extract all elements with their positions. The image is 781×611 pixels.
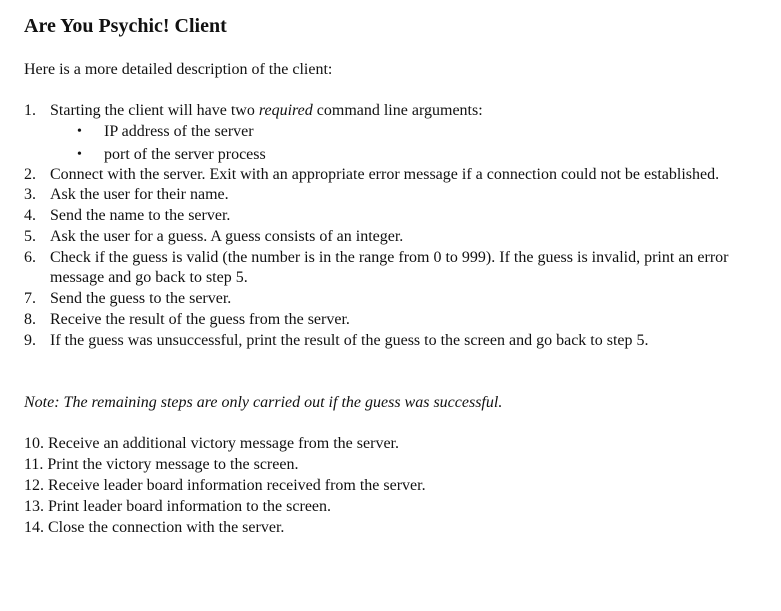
intro-text: Here is a more detailed description of the client: [24,61,333,78]
bullet-icon: • [77,124,82,139]
list-item [24,518,744,538]
step-number: 5. [24,228,36,245]
step-number: 1. [24,102,36,119]
step-number: 11. [24,456,44,473]
list-item [24,497,744,517]
list-item [24,289,744,309]
step-number: 14. [24,519,44,536]
step-number: 2. [24,166,36,183]
step-text: Check if the guess is valid (the number is in the range from 0 to 999). If the guess is invalid, print an error message and go back to step 5. [50,249,729,286]
step-number: 4. [24,207,36,224]
list-item [24,227,744,247]
step-text: Send the name to the server. [50,207,231,224]
step-text: Receive leader board information received from the server. [48,477,426,494]
step-number: 8. [24,311,36,328]
arguments-list [24,122,744,165]
list-item [24,310,744,330]
argument-item [24,122,744,142]
list-item [24,165,744,185]
arguments-container [24,122,744,165]
step-number: 6. [24,249,36,266]
list-item [24,101,744,121]
step-number: 13. [24,498,44,515]
list-item [24,331,744,351]
list-item [24,434,744,454]
step-number: 9. [24,332,36,349]
step-number: 12. [24,477,44,494]
step-text: Receive the result of the guess from the server. [50,311,350,328]
step-text: Ask the user for a guess. A guess consists of an integer. [50,228,404,245]
page-title: Are You Psychic! Client [24,15,227,37]
success-steps-list [24,434,744,539]
step-text: If the guess was unsuccessful, print the result of the guess to the screen and go back to step 5. [50,332,649,349]
step-text: Receive an additional victory message from the server. [48,435,399,452]
step-number: 7. [24,290,36,307]
step-text: Send the guess to the server. [50,290,232,307]
step-text: Connect with the server. Exit with an appropriate error message if a connection could not be established. [50,166,720,183]
step-text-part: Starting the client will have two [50,102,259,119]
step-text: Print the victory message to the screen. [47,456,299,473]
step-text-part: command line arguments: [312,102,483,119]
step-text: Close the connection with the server. [48,519,285,536]
list-item [24,476,744,496]
list-item [24,455,744,475]
argument-text: port of the server process [104,146,266,163]
argument-item [24,145,744,165]
step-emphasis: required [258,102,313,119]
list-item [24,185,744,205]
argument-text: IP address of the server [104,123,254,140]
step-number: 10. [24,435,44,452]
list-item [24,206,744,226]
bullet-icon: • [77,147,82,162]
note-text: Note: The remaining steps are only carried out if the guess was successful. [24,394,503,411]
step-text: Ask the user for their name. [50,186,229,203]
step-number: 3. [24,186,36,203]
step-text: Print leader board information to the screen. [48,498,332,515]
list-item [24,248,744,288]
steps-list [24,101,744,352]
